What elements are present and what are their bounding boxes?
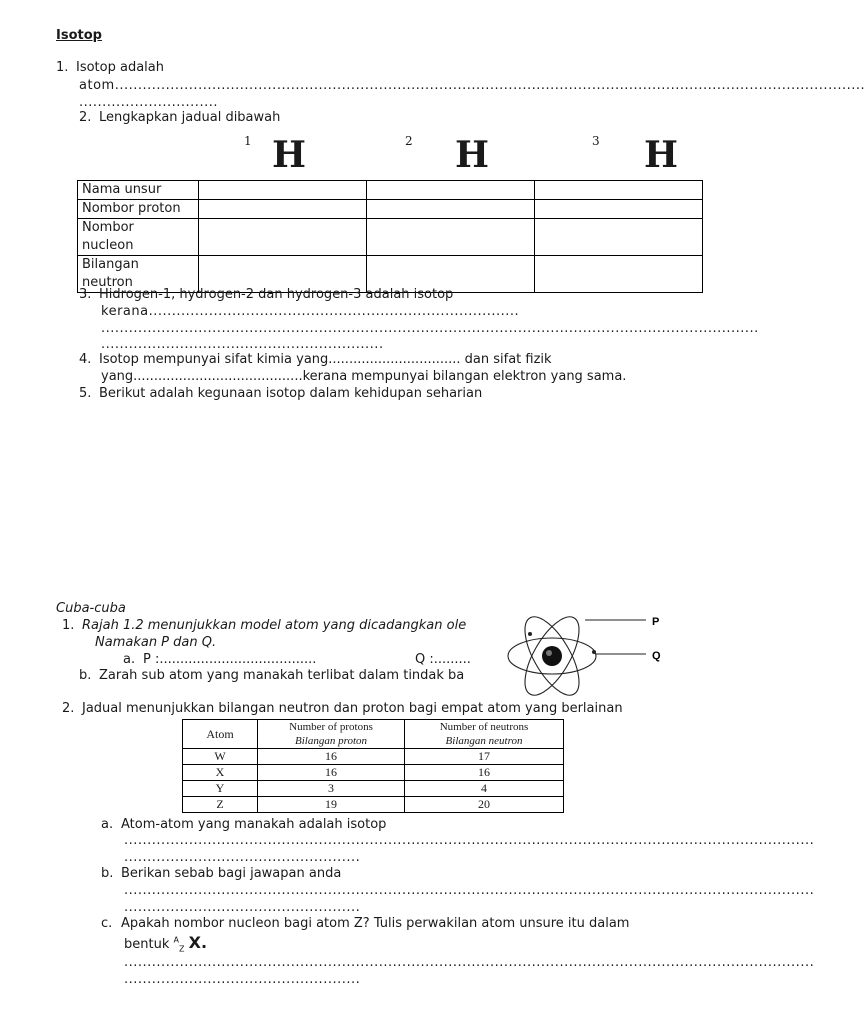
exercise-2 [62, 701, 623, 716]
question-2-text: Lengkapkan jadual dibawah [99, 110, 281, 125]
electron [592, 650, 596, 654]
table-row [78, 219, 703, 256]
question-1-number: 1. [56, 60, 69, 75]
protons-cell: 19 [258, 797, 405, 813]
notation-proton-number: Z [178, 944, 185, 954]
nucleus [542, 646, 562, 666]
answer-cell[interactable] [535, 200, 703, 219]
row-label-line: Nombor [82, 220, 134, 235]
question-3 [79, 287, 453, 302]
subquestion-a-label: a. [101, 817, 114, 832]
label-p: P [652, 616, 660, 628]
atom-model-diagram [500, 606, 690, 706]
row-label-line: nucleon [82, 238, 134, 253]
atom-cell: X [183, 765, 258, 781]
element-symbol: H [455, 134, 490, 176]
subquestion-b [101, 866, 341, 881]
answer-line: ......................................... [133, 369, 303, 384]
exercise-2-number: 2. [62, 701, 75, 716]
question-1-line-1 [79, 78, 865, 93]
label-q: Q [652, 650, 661, 662]
table-row [183, 797, 564, 813]
header-protons-en: Number of protons [289, 721, 373, 733]
question-4-text-2b: kerana mempunyai bilangan elektron yang sama. [302, 369, 627, 384]
exercise-1-text: Rajah 1.2 menunjukkan model atom yang dicadangkan ole [82, 618, 467, 633]
notation-symbol: X. [188, 933, 208, 952]
answer-cell[interactable] [199, 219, 367, 256]
question-3-number: 3. [79, 287, 92, 302]
subquestion-a [101, 817, 386, 832]
answer-cell[interactable] [535, 256, 703, 293]
exercise-1a [123, 652, 492, 667]
neutrons-cell: 17 [405, 749, 564, 765]
answer-line: ..................................................................................................................................................... [124, 833, 815, 848]
subquestion-b-label: b. [101, 866, 114, 881]
mass-number: 1 [244, 134, 252, 148]
question-3-text-2: kerana [101, 304, 149, 319]
electron [528, 632, 532, 636]
atom-data-table [182, 719, 564, 813]
mass-number: 2 [405, 134, 413, 148]
protons-cell: 16 [258, 749, 405, 765]
question-5-text: Berikut adalah kegunaan isotop dalam kehidupan seharian [99, 386, 483, 401]
atom-cell: Y [183, 781, 258, 797]
exercise-1a-q: Q :......... [415, 652, 471, 667]
answer-line: ................................................... [124, 900, 361, 915]
header-protons-ms: Bilangan proton [294, 735, 367, 747]
header-protons [258, 720, 405, 749]
row-label: Nombor proton [78, 200, 199, 219]
question-3-text: Hidrogen-1, hydrogen-2 dan hydrogen-3 adalah isotop [99, 287, 454, 302]
mass-number: 3 [592, 134, 600, 148]
neutrons-cell: 4 [405, 781, 564, 797]
row-label-line: Bilangan [82, 257, 139, 272]
answer-line: .............................. [79, 95, 218, 110]
page-title: Isotop [56, 28, 102, 43]
row-label: Nama unsur [78, 181, 199, 200]
neutrons-cell: 20 [405, 797, 564, 813]
answer-cell[interactable] [535, 181, 703, 200]
protons-cell: 16 [258, 765, 405, 781]
atom-cell: W [183, 749, 258, 765]
question-1-text: Isotop adalah [76, 60, 164, 75]
exercise-1b [79, 668, 492, 683]
answer-cell[interactable] [367, 200, 535, 219]
subquestion-c [101, 916, 629, 931]
element-symbol: H [272, 134, 307, 176]
row-label [78, 219, 199, 256]
header-atom: Atom [183, 720, 258, 749]
question-4-number: 4. [79, 352, 92, 367]
isotope-symbol-3 [590, 134, 710, 181]
table-row [183, 781, 564, 797]
subquestion-b-text: Berikan sebab bagi jawapan anda [121, 866, 342, 881]
nucleus-highlight [546, 650, 552, 656]
question-2-number: 2. [79, 110, 92, 125]
element-symbol: H [644, 134, 679, 176]
subquestion-c-text: Apakah nombor nucleon bagi atom Z? Tulis perwakilan atom unsure itu dalam [121, 916, 630, 931]
answer-cell[interactable] [367, 181, 535, 200]
subquestion-c-label: c. [101, 916, 113, 931]
neutrons-cell: 16 [405, 765, 564, 781]
answer-line: ................................................... [124, 972, 361, 987]
question-4 [79, 352, 552, 367]
question-1-text-2: atom [79, 78, 115, 93]
question-2 [79, 110, 280, 125]
answer-cell[interactable] [535, 219, 703, 256]
header-neutrons-en: Number of neutrons [439, 721, 529, 733]
table-row [78, 181, 703, 200]
answer-line: .............................................................................................................................................. [101, 321, 759, 336]
question-4-text-b: dan sifat fizik [460, 352, 552, 367]
question-4-text-2: yang [101, 369, 134, 384]
isotope-table [77, 180, 703, 293]
answer-line: ............................................................. [101, 337, 384, 352]
table-row [183, 765, 564, 781]
table-row [78, 200, 703, 219]
answer-line: ................................................... [124, 850, 361, 865]
question-4-text: Isotop mempunyai sifat kimia yang [99, 352, 329, 367]
isotope-symbol-1 [240, 134, 330, 181]
table-header-row [183, 720, 564, 749]
answer-line: ................................ [328, 352, 461, 367]
question-5 [79, 386, 482, 401]
table-row [183, 749, 564, 765]
answer-cell[interactable] [367, 219, 535, 256]
row-label-line: neutron [82, 275, 133, 290]
header-neutrons [405, 720, 564, 749]
exercise-1a-p: P :...................................... [143, 652, 317, 667]
section-heading: Cuba-cuba [56, 601, 126, 616]
exercise-1b-text: Zarah sub atom yang manakah terlibat dalam tindak ba [99, 668, 465, 683]
subquestion-c-line-2 [124, 933, 207, 954]
subquestion-c-text-2: bentuk [124, 937, 170, 952]
answer-line: .................................................................................................................................................................. [114, 78, 865, 93]
answer-cell[interactable] [199, 181, 367, 200]
subquestion-a-text: Atom-atom yang manakah adalah isotop [121, 817, 387, 832]
notation-mass-number: A [173, 935, 179, 945]
exercise-2-text: Jadual menunjukkan bilangan neutron dan proton bagi empat atom yang berlainan [82, 701, 623, 716]
isotope-symbol-2 [403, 134, 523, 181]
answer-cell[interactable] [199, 200, 367, 219]
question-3-line-1 [101, 304, 541, 319]
exercise-1a-label: a. [123, 652, 136, 667]
exercise-1b-label: b. [79, 668, 92, 683]
header-neutrons-ms: Bilangan neutron [445, 735, 523, 747]
exercise-1-subtext: Namakan P dan Q. [95, 635, 217, 650]
answer-line: ................................................................................ [148, 304, 520, 319]
question-1 [56, 60, 164, 75]
protons-cell: 3 [258, 781, 405, 797]
exercise-1-number: 1. [62, 618, 75, 633]
exercise-1 [62, 618, 492, 633]
answer-line: ..................................................................................................................................................... [124, 955, 815, 970]
question-4-line-2 [101, 369, 626, 384]
answer-line: ..................................................................................................................................................... [124, 883, 815, 898]
question-5-number: 5. [79, 386, 92, 401]
atom-cell: Z [183, 797, 258, 813]
